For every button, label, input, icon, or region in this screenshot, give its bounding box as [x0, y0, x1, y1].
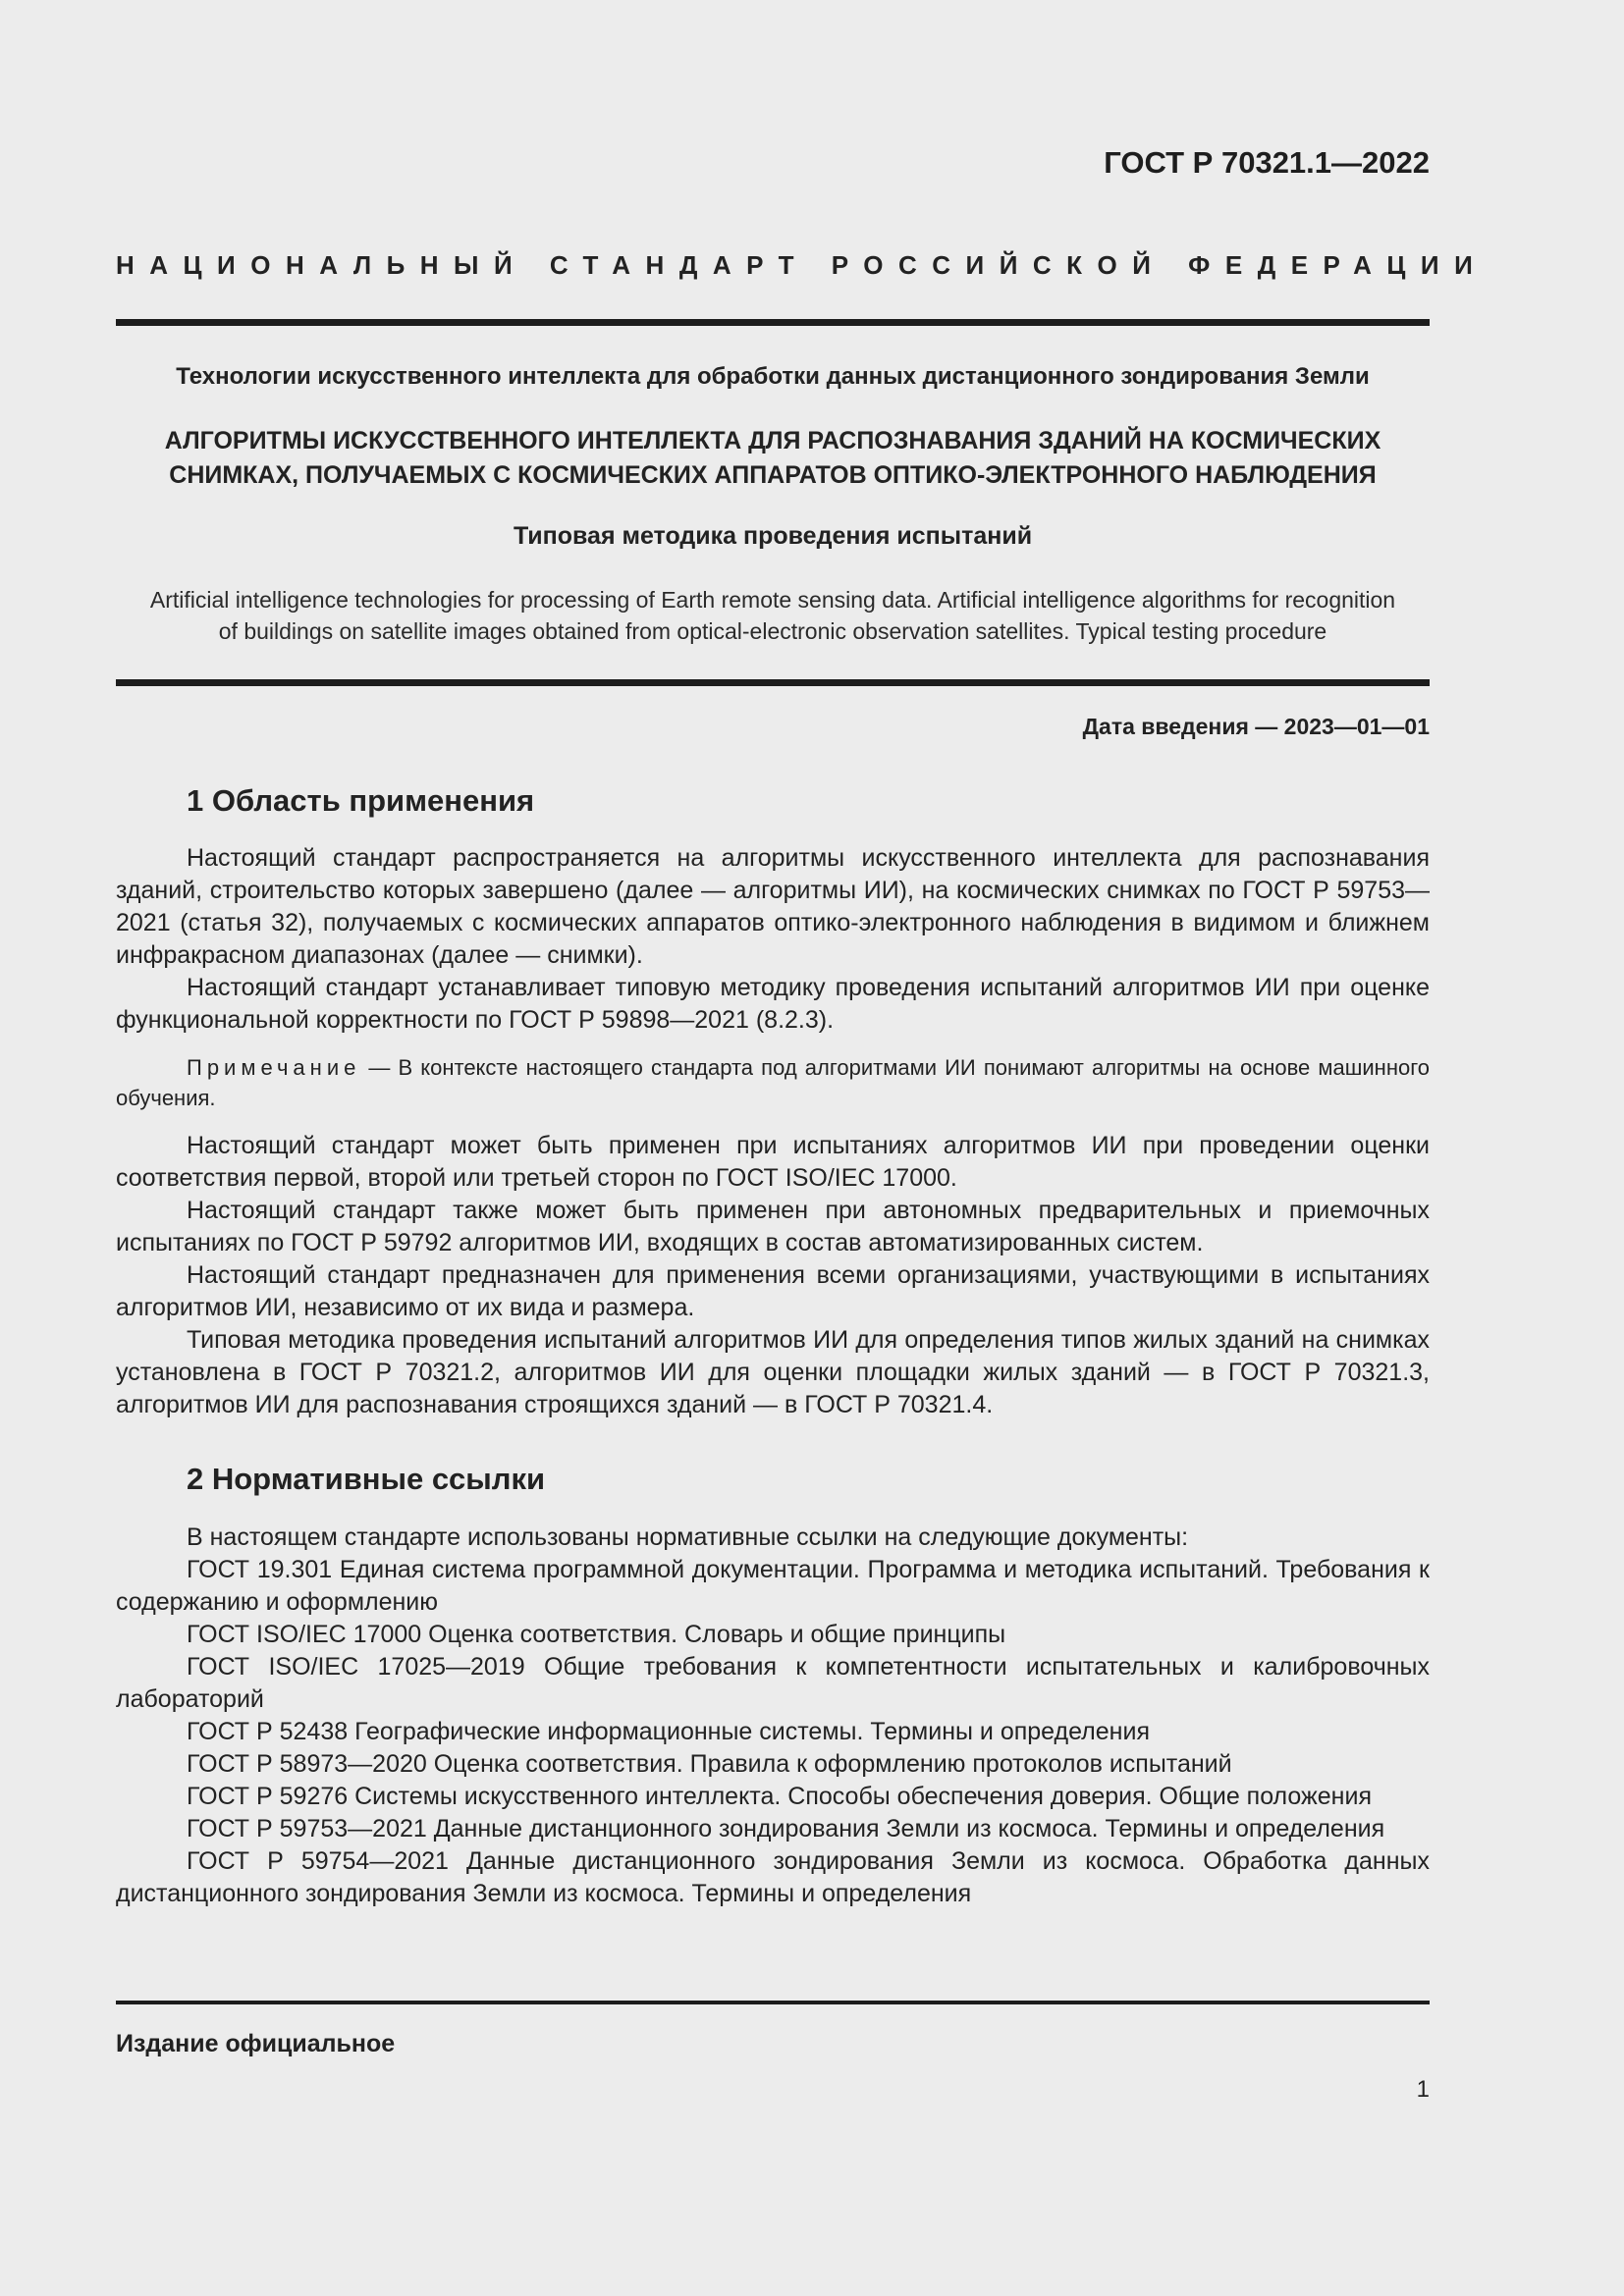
- main-title-line: АЛГОРИТМЫ ИСКУССТВЕННОГО ИНТЕЛЛЕКТА ДЛЯ РАСПОЗНАВАНИЯ ЗДАНИЙ НА КОСМИЧЕСКИХ: [164, 427, 1381, 454]
- note: [116, 1052, 1430, 1113]
- page-number: 1: [1416, 2076, 1430, 2103]
- reference-item: ГОСТ Р 58973—2020 Оценка соответствия. Правила к оформлению протоколов испытаний: [187, 1750, 1232, 1778]
- reference-item: ГОСТ Р 59276 Системы искусственного интеллекта. Способы обеспечения доверия. Общие положения: [187, 1783, 1372, 1810]
- paragraph: В настоящем стандарте использованы нормативные ссылки на следующие документы:: [187, 1523, 1189, 1551]
- official-edition-label: Издание официальное: [116, 2030, 396, 2057]
- paragraph: Настоящий стандарт распространяется на алгоритмы искусственного интеллекта для распознавания зданий, строительство которых завершено (далее — алгоритмы ИИ), на космических снимках по ГОСТ Р 59753—2021 (статья 32), получаемых с космических аппаратов оптико-электронного наблюдения в видимом и ближнем инфракрасном диапазонах (далее — снимки).: [116, 844, 1430, 969]
- reference-item: ГОСТ ISO/IEC 17025—2019 Общие требования к компетентности испытательных и калибровочных лабораторий: [116, 1653, 1430, 1713]
- english-title-line: of buildings on satellite images obtained from optical-electronic observation satellites. Typical testing procedure: [218, 618, 1327, 644]
- reference-item: ГОСТ ISO/IEC 17000 Оценка соответствия. Словарь и общие принципы: [187, 1621, 1006, 1648]
- section-1-heading: 1 Область применения: [187, 783, 535, 818]
- footer-divider: [116, 2001, 1430, 2004]
- introduction-date: Дата введения — 2023—01—01: [1082, 714, 1430, 739]
- note-text: — В контексте настоящего стандарта под алгоритмами ИИ понимают алгоритмы на основе машинного обучения.: [116, 1055, 1430, 1110]
- reference-item: ГОСТ Р 52438 Географические информационные системы. Термины и определения: [187, 1718, 1150, 1745]
- note-label: Примечание: [187, 1055, 361, 1080]
- paragraph: Настоящий стандарт устанавливает типовую методику проведения испытаний алгоритмов ИИ при оценке функциональной корректности по ГОСТ Р 59898—2021 (8.2.3).: [116, 974, 1430, 1034]
- paragraph: Настоящий стандарт предназначен для применения всеми организациями, участвующими в испытаниях алгоритмов ИИ, независимо от их вида и размера.: [116, 1261, 1430, 1321]
- english-title-line: Artificial intelligence technologies for processing of Earth remote sensing data. Artificial intelligence algorithms for recognition: [149, 587, 1396, 613]
- section-1-body-a: [116, 842, 1430, 1037]
- national-standard-banner: НАЦИОНАЛЬНЫЙ СТАНДАРТ РОССИЙСКОЙ ФЕДЕРАЦИИ: [116, 250, 1489, 280]
- main-title-line: СНИМКАХ, ПОЛУЧАЕМЫХ С КОСМИЧЕСКИХ АППАРАТОВ ОПТИКО-ЭЛЕКТРОННОГО НАБЛЮДЕНИЯ: [169, 461, 1377, 489]
- paragraph: Типовая методика проведения испытаний алгоритмов ИИ для определения типов жилых зданий на снимках установлена в ГОСТ Р 70321.2, алгоритмов ИИ для оценки площадки жилых зданий — в ГОСТ Р 70321.3, алгоритмов ИИ для распознавания строящихся зданий — в ГОСТ Р 70321.4.: [116, 1326, 1430, 1418]
- top-divider: [116, 319, 1430, 326]
- main-title: [116, 424, 1430, 493]
- reference-item: ГОСТ 19.301 Единая система программной документации. Программа и методика испытаний. Требования к содержанию и оформлению: [116, 1556, 1430, 1616]
- technology-title: Технологии искусственного интеллекта для обработки данных дистанционного зондирования Земли: [176, 363, 1370, 390]
- document-page: [116, 0, 1489, 2296]
- paragraph: Настоящий стандарт может быть применен при испытаниях алгоритмов ИИ при проведении оценки соответствия первой, второй или третьей сторон по ГОСТ ISO/IEC 17000.: [116, 1132, 1430, 1192]
- document-code: ГОСТ Р 70321.1—2022: [1104, 145, 1430, 180]
- reference-item: ГОСТ Р 59754—2021 Данные дистанционного зондирования Земли из космоса. Обработка данных дистанционного зондирования Земли из космоса. Термины и определения: [116, 1847, 1430, 1907]
- section-2-body: [116, 1522, 1430, 1910]
- paragraph: Настоящий стандарт также может быть применен при автономных предварительных и приемочных испытаниях по ГОСТ Р 59792 алгоритмов ИИ, входящих в состав автоматизированных систем.: [116, 1197, 1430, 1256]
- section-2-heading: 2 Нормативные ссылки: [187, 1462, 546, 1496]
- subtitle: Типовая методика проведения испытаний: [513, 522, 1033, 550]
- english-title: [116, 584, 1430, 647]
- reference-item: ГОСТ Р 59753—2021 Данные дистанционного зондирования Земли из космоса. Термины и определения: [187, 1815, 1385, 1842]
- title-divider: [116, 679, 1430, 686]
- section-1-body-b: [116, 1130, 1430, 1421]
